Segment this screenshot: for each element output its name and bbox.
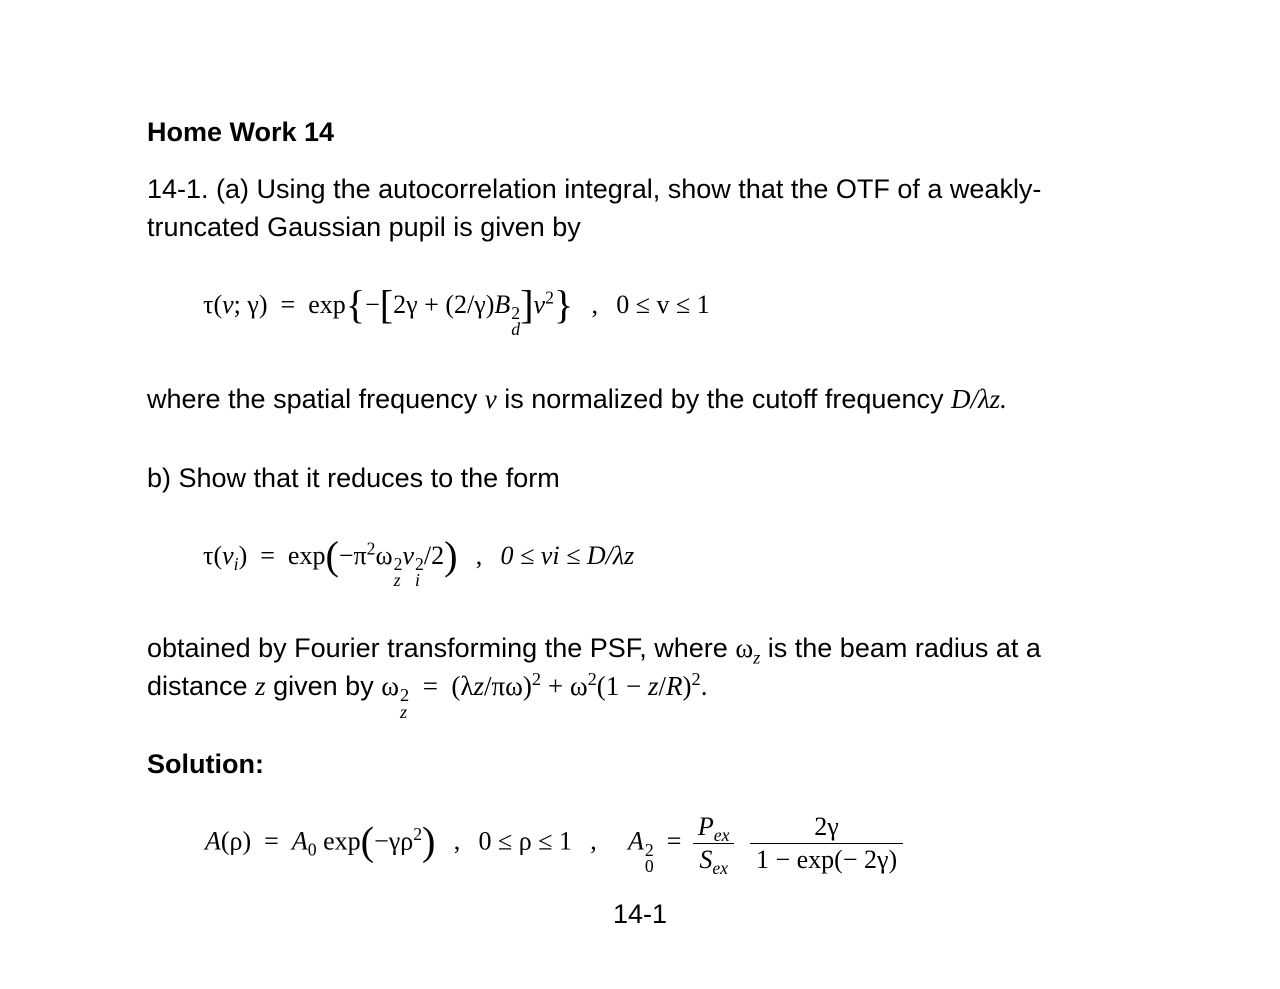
frequency-note-post: is normalized by the cutoff frequency [504,384,944,414]
problem-intro-line-2: truncated Gaussian pupil is given by [147,212,581,242]
distance-variable: z [255,671,266,701]
solution-label: Solution: [147,749,264,779]
reduced-otf-equation-range: 0 ≤ vi ≤ D/λz [500,541,635,570]
page-title: Home Work 14 [147,117,335,147]
fourier-note-pre: obtained by Fourier transforming the PSF, where [147,633,728,663]
pupil-amplitude-range: 0 ≤ ρ ≤ 1 [478,826,572,856]
part-b-prompt: b) Show that it reduces to the form [147,463,560,493]
fourier-note-post: is the beam radius at a [767,633,1041,663]
beam-radius-equation: ω 2 z = $(\lambda z/\pi\omega)^2 + \omega^2(1 - z/R)^2$. [381,669,708,722]
otf-equation: τ(v; γ) = exp{−[2γ + (2/γ)B 2 d ]$v^2$} , 0 ≤ v ≤ 1 [203,281,710,340]
problem-intro-line-1: 14-1. (a) Using the autocorrelation integral, show that the OTF of a weakly- [147,174,1042,204]
frequency-note [147,380,1007,418]
pupil-amplitude-equation: $A(\rho) = A_0$ $\exp(-\gamma\rho^2)$ , 0 ≤ ρ ≤ 1 , A 2 0 = $\frac{P_{ex}}{S_{ex}}$ $\frac{2\gamma}{1 - \exp(- 2\gamma)}$ [205,812,907,875]
reduced-otf-equation: $\tau(v_i) = \exp(-\pi^2\omega$ 2 z v 2 i /2) , 0 ≤ vi ≤ D/λz [203,532,635,591]
cutoff-expression: D/λz. [950,384,1007,414]
distance-pre: distance [147,671,248,701]
frequency-variable: v [484,384,497,414]
gaussian-normalization-fraction: $\frac{2\gamma}{1 - \exp(- 2\gamma)}$ [750,812,903,875]
frequency-note-pre: where the spatial frequency [147,384,478,414]
power-ratio-fraction: $\frac{P_{ex}}{S_{ex}}$ [692,812,736,875]
fourier-note: obtained by Fourier transforming the PSF, where $\omega_z$ is the beam radius at a distance z given by ω 2 z = $(\lambda z/\pi\omega)^2 + \omega^2(1 - z/R)^2$. [147,633,1041,722]
problem-intro [147,170,1041,246]
distance-mid: given by [273,671,374,701]
page-number: 14-1 [612,899,668,929]
otf-equation-range: 0 ≤ v ≤ 1 [616,290,710,319]
